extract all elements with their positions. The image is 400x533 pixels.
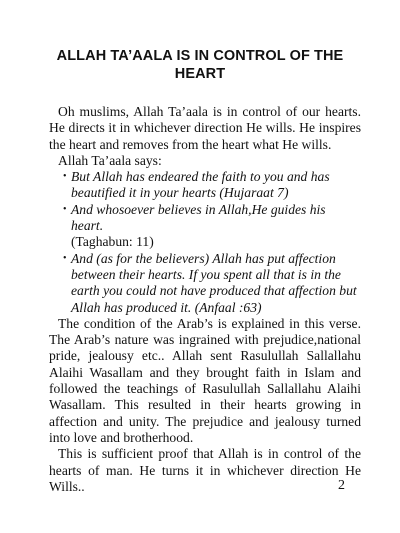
paragraph-intro: Oh muslims, Allah Ta’aala is in control of our hearts. He directs it in whichever direction He wills. He inspires the heart and removes from the heart what He wills.: [49, 104, 361, 152]
page-number: 2: [338, 478, 345, 493]
quote-item: [71, 202, 361, 251]
quote-text: And whosoever believes in Allah,He guides his heart.: [71, 201, 326, 234]
quote-reference: (Taghabun: 11): [71, 234, 154, 250]
quote-text: And (as for the believers) Allah has put affection between their hearts. If you spent all that is in the earth you could not have produced that affection but Allah has produced it. (Anfaal :63): [71, 250, 357, 315]
page-title: ALLAH TA’AALA IS IN CONTROL OF THE HEART: [56, 48, 344, 82]
paragraph-explanation: The condition of the Arab’s is explained in this verse. The Arab’s nature was ingrained with prejudice,national pride, jealousy etc.. Allah sent Rasulullah Sallallahu Alaihi Wasallam and they brought faith in Islam and followed the teachings of Rasulullah Sallallahu Alaihi Wasallam. This resulted in their hearts growing in affection and unity. The prejudice and jealousy turned into love and brotherhood.: [49, 315, 361, 445]
quote-text: But Allah has endeared the faith to you and has beautified it in your hearts (Hujaraat 7): [71, 169, 330, 201]
quote-item: [71, 251, 361, 316]
quote-intro: Allah Ta’aala says:: [58, 152, 162, 168]
paragraph-conclusion: This is sufficient proof that Allah is in control of the hearts of man. He turns it in whichever direction He Wills..: [49, 446, 361, 494]
quote-item: [71, 169, 361, 202]
quote-list: [49, 169, 361, 316]
page-body: [49, 104, 361, 495]
